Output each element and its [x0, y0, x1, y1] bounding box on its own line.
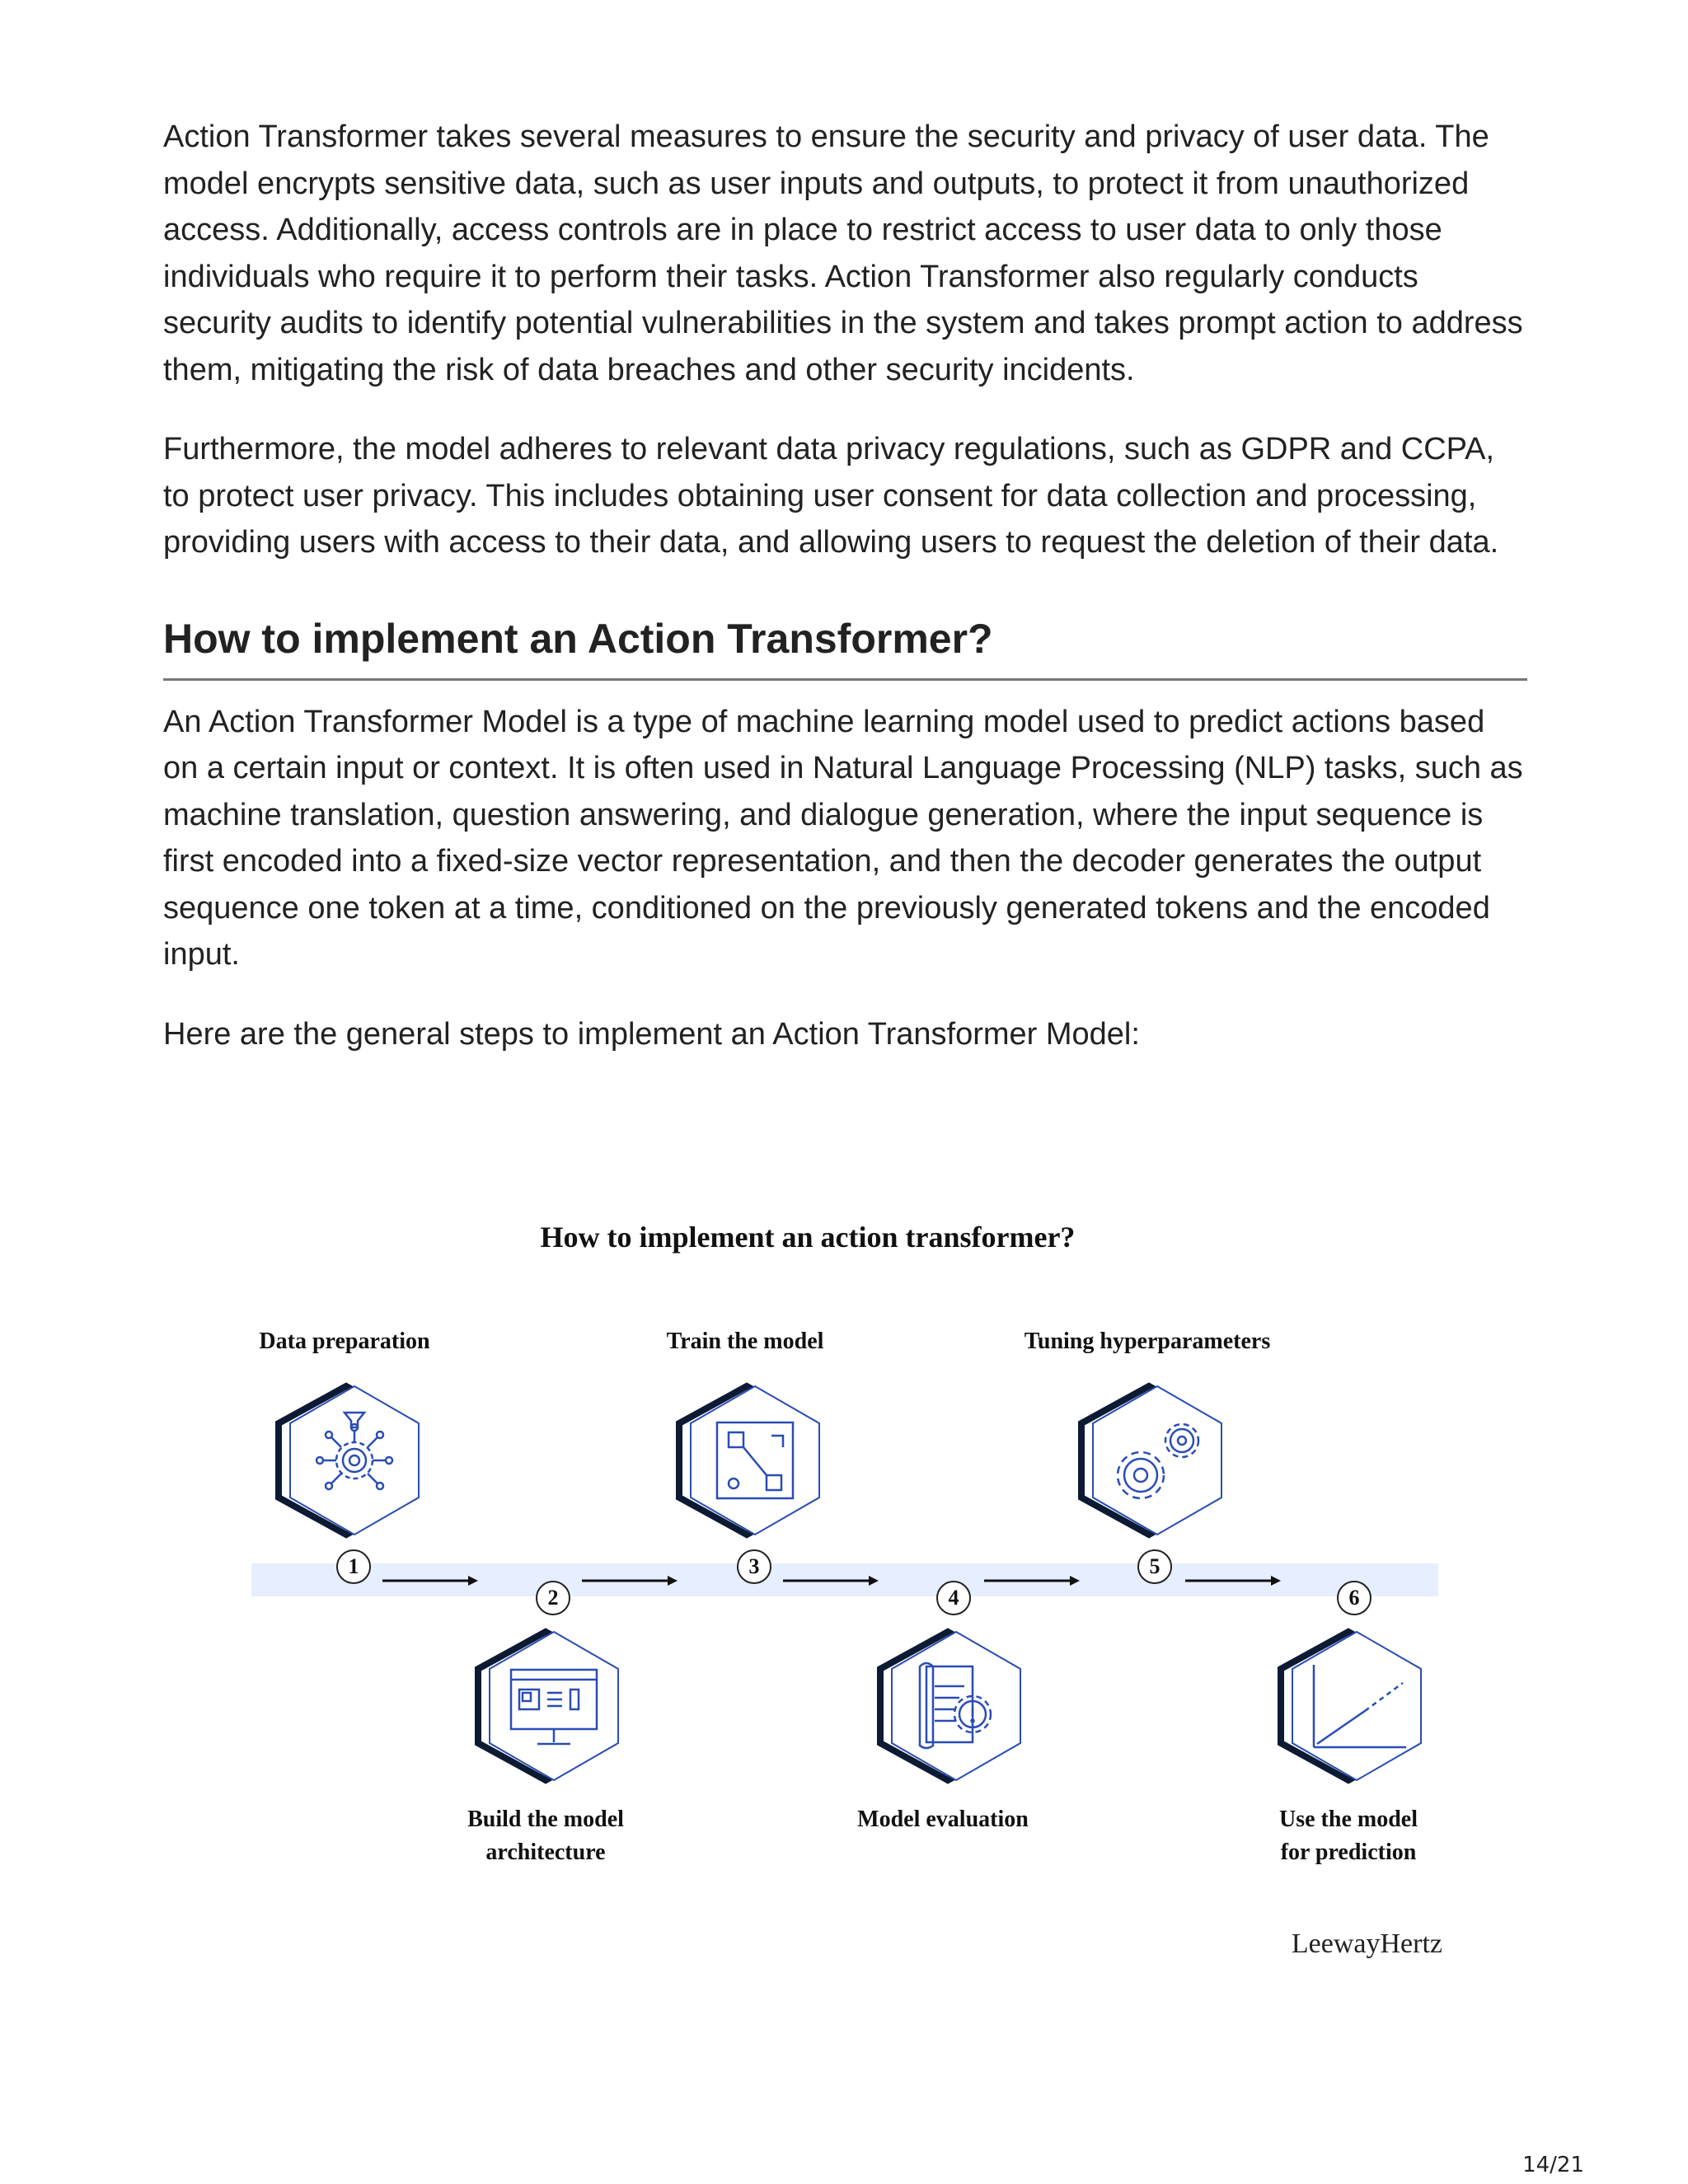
paragraph-definition: An Action Transformer Model is a type of machine learning model used to predict actions based on a certain input or context. It is often used in Natural Language Processing (NLP) tasks, such as machine translation, question answering, and dialogue generation, where the input sequence is first encoded into a fixed-size vector representation, and then the decoder generates the output sequence one token at a time, conditioned on the previously generated tokens and the encoded input. — [163, 704, 1523, 972]
step-4-label: Model evaluation — [857, 1807, 1029, 1832]
step-6-label-line1: Use the model — [1279, 1807, 1418, 1832]
brand-logo-text: LeewayHertz — [1291, 1929, 1442, 1959]
arrow-right-icon — [1184, 1572, 1282, 1589]
step-1-label: Data preparation — [259, 1329, 430, 1354]
page-number: 14/21 — [1522, 2153, 1584, 2177]
implementation-diagram — [165, 1195, 1533, 1970]
step-6-number: 6 — [1337, 1581, 1372, 1615]
section-heading: How to implement an Action Transformer? — [163, 614, 1527, 681]
step-2-label-line1: Build the model — [467, 1807, 624, 1832]
monitor-architecture-icon — [471, 1624, 620, 1788]
step-5-label: Tuning hyperparameters — [1024, 1329, 1271, 1354]
step-3-label: Train the model — [666, 1329, 824, 1354]
gears-icon — [1075, 1378, 1223, 1543]
step-2-number: 2 — [536, 1581, 570, 1615]
diagram-title: How to implement an action transformer? — [540, 1221, 1076, 1254]
line-chart-icon — [1274, 1624, 1423, 1788]
step-3-number: 3 — [737, 1549, 771, 1584]
step-5-number: 5 — [1137, 1549, 1172, 1584]
step-4-number: 4 — [936, 1581, 971, 1615]
workflow-board-icon — [673, 1378, 821, 1543]
paragraph-privacy: Furthermore, the model adheres to relevant data privacy regulations, such as GDPR and CCPA, to protect user privacy. This includes obtaining user consent for data collection and processing, providing users with access to their data, and allowing users to request the deletion of their data. — [163, 432, 1499, 560]
filter-network-icon — [272, 1378, 420, 1543]
step-6-label — [1200, 1803, 1497, 1869]
paragraph-steps-intro: Here are the general steps to implement an Action Transformer Model: — [163, 1016, 1140, 1052]
arrow-right-icon — [781, 1572, 880, 1589]
arrow-right-icon — [982, 1572, 1081, 1589]
step-2-label — [397, 1803, 694, 1869]
step-6-label-line2: for prediction — [1280, 1840, 1417, 1865]
arrow-right-icon — [580, 1572, 679, 1589]
step-1-number: 1 — [336, 1549, 371, 1584]
paragraph-security: Action Transformer takes several measures to ensure the security and privacy of user data. The model encrypts sensitive data, such as user inputs and outputs, to protect it from unauthorized access. Additionally, access controls are in place to restrict access to user data to only those individuals who require it to perform their tasks. Action Transformer also regularly conducts security audits to identify potential vulnerabilities in the system and takes prompt action to address them, mitigating the risk of data breaches and other security incidents. — [163, 120, 1523, 387]
step-2-label-line2: architecture — [485, 1840, 606, 1865]
document-checklist-icon — [874, 1624, 1022, 1788]
arrow-right-icon — [381, 1572, 480, 1589]
article-content — [163, 114, 1527, 1090]
